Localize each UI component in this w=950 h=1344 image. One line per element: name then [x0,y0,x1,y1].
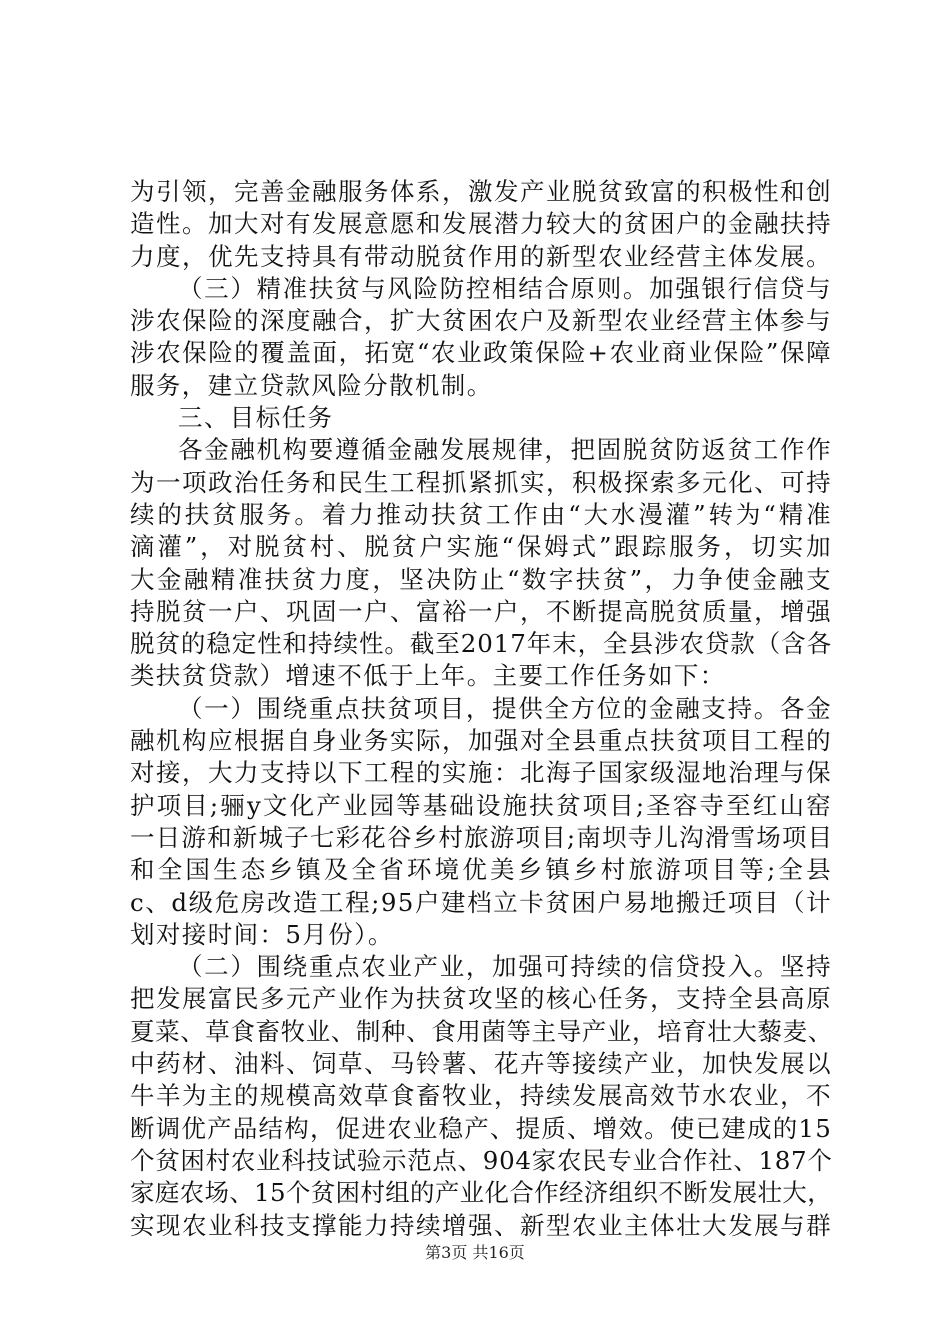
text-line: 持脱贫一户、巩固一户、富裕一户，不断提高脱贫质量，增强 [130,596,832,626]
text-line: 家庭农场、15个贫困村组的产业化合作经济组织不断发展壮大， [130,1178,832,1208]
text-line: 把发展富民多元产业作为扶贫攻坚的核心任务，支持全县高原 [130,984,832,1014]
text-line: 各金融机构要遵循金融发展规律，把固脱贫防返贫工作作 [178,435,832,465]
text-line: 护项目;骊y文化产业园等基础设施扶贫项目;圣容寺至红山窑 [130,790,832,820]
text-line: 涉农保险的覆盖面，拓宽“农业政策保险+农业商业保险”保障 [130,338,832,368]
text-line: 为一项政治任务和民生工程抓紧抓实，积极探索多元化、可持 [130,467,832,497]
text-line: 一日游和新城子七彩花谷乡村旅游项目;南坝寺儿沟滑雪场项目 [130,822,834,852]
text-line: 划对接时间：5月份）。 [130,919,394,949]
text-line: c、d级危房改造工程;95户建档立卡贫困户易地搬迁项目（计 [130,887,832,917]
text-line: 中药材、油料、饲草、马铃薯、花卉等接续产业，加快发展以 [130,1049,832,1079]
text-line: 融机构应根据自身业务实际，加强对全县重点扶贫项目工程的 [130,726,832,756]
text-line: 续的扶贫服务。着力推动扶贫工作由“大水漫灌”转为“精准 [130,499,832,529]
text-line: 夏菜、草食畜牧业、制种、食用菌等主导产业，培育壮大藜麦、 [130,1016,833,1046]
text-line: 脱贫的稳定性和持续性。截至2017年末，全县涉农贷款（含各 [130,629,832,659]
text-line: 类扶贫贷款）增速不低于上年。主要工作任务如下： [130,661,726,691]
text-line: 断调优产品结构，促进农业稳产、提质、增效。使已建成的15 [130,1113,832,1143]
text-line: 力度，优先支持具有带动脱贫作用的新型农业经营主体发展。 [130,241,832,271]
text-line: 个贫困村农业科技试验示范点、904家农民专业合作社、187个 [130,1145,833,1175]
text-line: 涉农保险的深度融合，扩大贫困农户及新型农业经营主体参与 [130,306,832,336]
text-line: 滴灌”，对脱贫村、脱贫户实施“保姆式”跟踪服务，切实加 [130,532,832,562]
text-line: （三）精准扶贫与风险防控相结合原则。加强银行信贷与 [178,273,832,303]
text-line: （二）围绕重点农业产业，加强可持续的信贷投入。坚持 [178,952,832,982]
text-line: 实现农业科技支撑能力持续增强、新型农业主体壮大发展与群 [130,1210,832,1240]
text-line: 三、目标任务 [178,403,334,433]
text-line: （一）围绕重点扶贫项目，提供全方位的金融支持。各金 [178,693,832,723]
page-footer: 第3页 共16页 [425,1243,525,1262]
text-line: 大金融精准扶贫力度，坚决防止“数字扶贫”，力争使金融支 [130,564,832,594]
text-line: 造性。加大对有发展意愿和发展潜力较大的贫困户的金融扶持 [130,209,832,239]
body-text [130,176,832,1242]
text-line: 和全国生态乡镇及全省环境优美乡镇乡村旅游项目等;全县 [130,855,832,885]
text-line: 对接，大力支持以下工程的实施：北海子国家级湿地治理与保 [130,758,832,788]
text-line: 服务，建立贷款风险分散机制。 [130,370,493,400]
text-line: 牛羊为主的规模高效草食畜牧业，持续发展高效节水农业，不 [130,1081,832,1111]
text-line: 为引领，完善金融服务体系，激发产业脱贫致富的积极性和创 [130,177,832,206]
